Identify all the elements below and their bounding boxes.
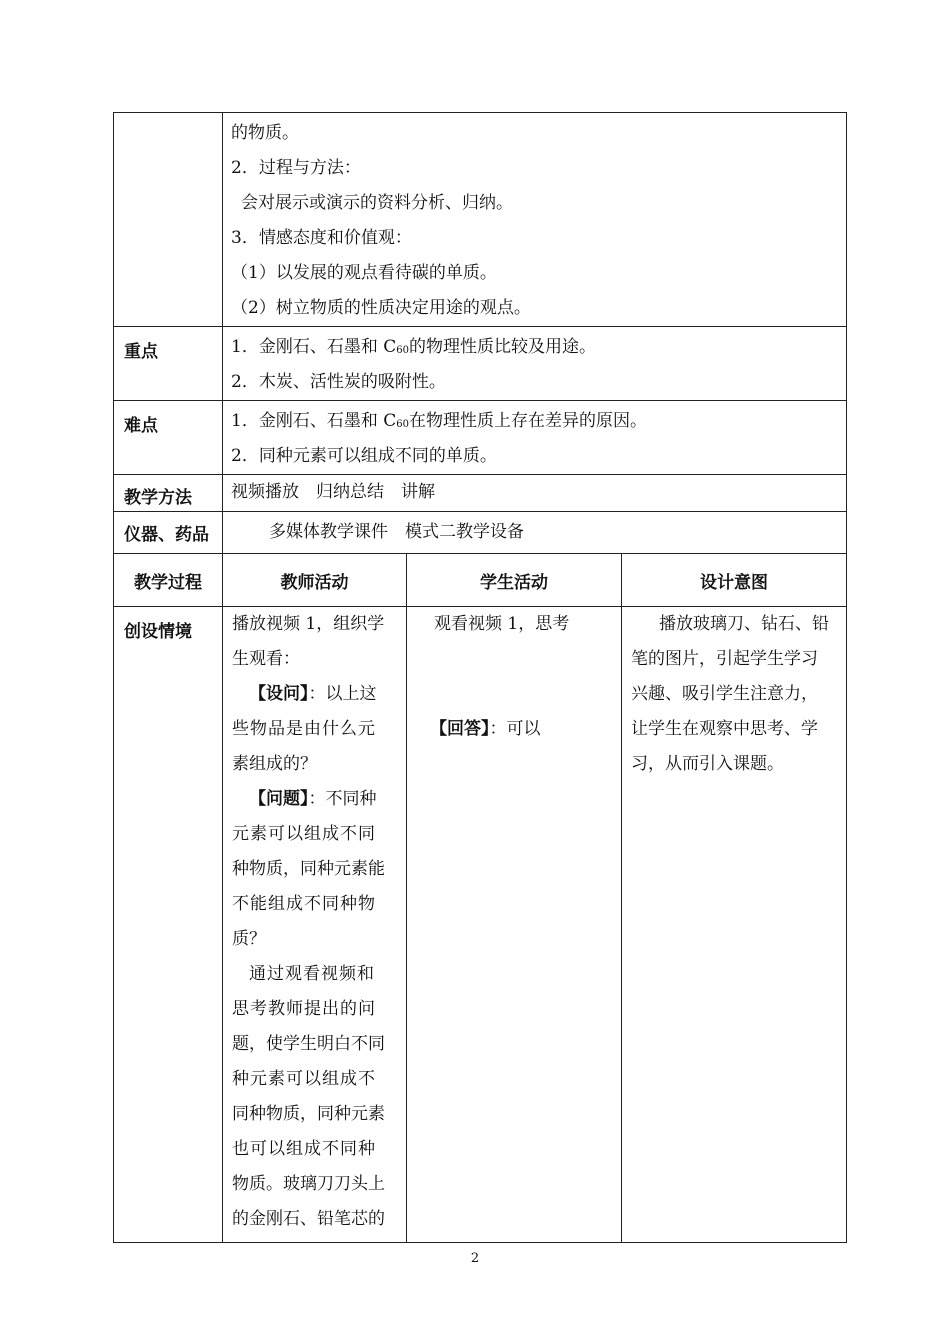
- student-activity: [407, 607, 622, 1243]
- objectives-row: [114, 113, 847, 327]
- student-answer-line: [416, 712, 613, 747]
- objectives-line: （2）树立物质的性质决定用途的观点。: [231, 298, 531, 318]
- teacher-activity: [223, 607, 407, 1243]
- key-point-text: 1．金刚石、石墨和 C: [231, 337, 397, 357]
- teacher-line: 些物品是由什么元: [232, 719, 376, 739]
- teacher-line: 素组成的？: [232, 754, 317, 774]
- key-points-content: [223, 327, 847, 401]
- equipment-label: 仪器、药品: [114, 512, 223, 554]
- equipment-value: 多媒体教学课件 模式二教学设备: [269, 522, 524, 542]
- method-label: 教学方法: [114, 475, 223, 512]
- student-line: 观看视频 1，思考: [434, 614, 570, 634]
- teacher-line: 质？: [232, 929, 266, 949]
- difficulties-content: [223, 401, 847, 475]
- header-intent: 设计意图: [622, 554, 847, 607]
- teacher-line: 生观看：: [232, 649, 300, 669]
- difficulty-line: [223, 404, 846, 439]
- teacher-line: 题，使学生明白不同: [232, 1034, 385, 1054]
- student-text: ：可以: [489, 719, 541, 739]
- stage-label: 创设情境: [114, 607, 223, 1243]
- equipment-content: [223, 512, 847, 554]
- teacher-text: ：不同种: [308, 789, 377, 809]
- objectives-line: 的物质。: [231, 123, 299, 143]
- objectives-line: 会对展示或演示的资料分析、归纳。: [241, 193, 513, 213]
- difficulty-line: 2．同种元素可以组成不同的单质。: [231, 446, 497, 466]
- header-process: 教学过程: [114, 554, 223, 607]
- intent-line: 笔的图片，引起学生学习: [631, 649, 818, 669]
- problem-tag: 【问题】: [249, 789, 309, 809]
- intent-line: 播放玻璃刀、钻石、铅: [659, 614, 829, 634]
- process-header-row: [114, 554, 847, 607]
- key-point-line: 2．木炭、活性炭的吸附性。: [231, 372, 446, 392]
- teacher-line: [232, 782, 398, 817]
- lesson-plan-table: [113, 112, 847, 1243]
- subscript: 60: [396, 345, 409, 356]
- teacher-line: 种元素可以组成不: [232, 1069, 376, 1089]
- teacher-line: 思考教师提出的问: [232, 999, 376, 1019]
- method-content: [223, 475, 847, 512]
- teacher-line: 不能组成不同种物: [232, 894, 376, 914]
- teacher-line: 的金刚石、铅笔芯的: [232, 1209, 385, 1229]
- objectives-content-cell: [223, 113, 847, 327]
- equipment-row: [114, 512, 847, 554]
- key-point-line: [223, 330, 846, 365]
- intent-line: 习，从而引入课题。: [631, 754, 784, 774]
- objectives-line: 2．过程与方法：: [231, 158, 361, 178]
- stage-row: [114, 607, 847, 1243]
- difficulty-text: 在物理性质上存在差异的原因。: [408, 411, 647, 431]
- objectives-label-cell: [114, 113, 223, 327]
- method-value: 视频播放 归纳总结 讲解: [231, 482, 435, 502]
- header-teacher: 教师活动: [223, 554, 407, 607]
- teacher-line: 物质。玻璃刀刀头上: [232, 1174, 385, 1194]
- teacher-line: 种物质，同种元素能: [232, 859, 385, 879]
- objectives-line: （1）以发展的观点看待碳的单质。: [231, 263, 497, 283]
- key-points-row: [114, 327, 847, 401]
- design-intent: [622, 607, 847, 1243]
- teacher-line: 也可以组成不同种: [232, 1139, 376, 1159]
- difficulty-text: 1．金刚石、石墨和 C: [231, 411, 397, 431]
- method-row: [114, 475, 847, 512]
- key-points-label: 重点: [114, 327, 223, 401]
- intent-line: 兴趣、吸引学生注意力，: [631, 684, 818, 704]
- header-student: 学生活动: [407, 554, 622, 607]
- teacher-line: 同种物质，同种元素: [232, 1104, 385, 1124]
- objectives-line: 3．情感态度和价值观：: [231, 228, 412, 248]
- teacher-text: ：以上这: [308, 684, 377, 704]
- teacher-line: 元素可以组成不同: [232, 824, 376, 844]
- key-point-text: 的物理性质比较及用途。: [408, 337, 596, 357]
- subscript: 60: [396, 419, 409, 430]
- difficulties-label: 难点: [114, 401, 223, 475]
- teacher-line: [232, 677, 398, 712]
- intent-line: 让学生在观察中思考、学: [631, 719, 818, 739]
- page-number: 2: [470, 1251, 480, 1266]
- question-tag: 【设问】: [249, 684, 309, 704]
- teacher-line: 播放视频 1，组织学: [232, 614, 385, 634]
- teacher-line: 通过观看视频和: [249, 964, 375, 984]
- difficulties-row: [114, 401, 847, 475]
- answer-tag: 【回答】: [430, 719, 490, 739]
